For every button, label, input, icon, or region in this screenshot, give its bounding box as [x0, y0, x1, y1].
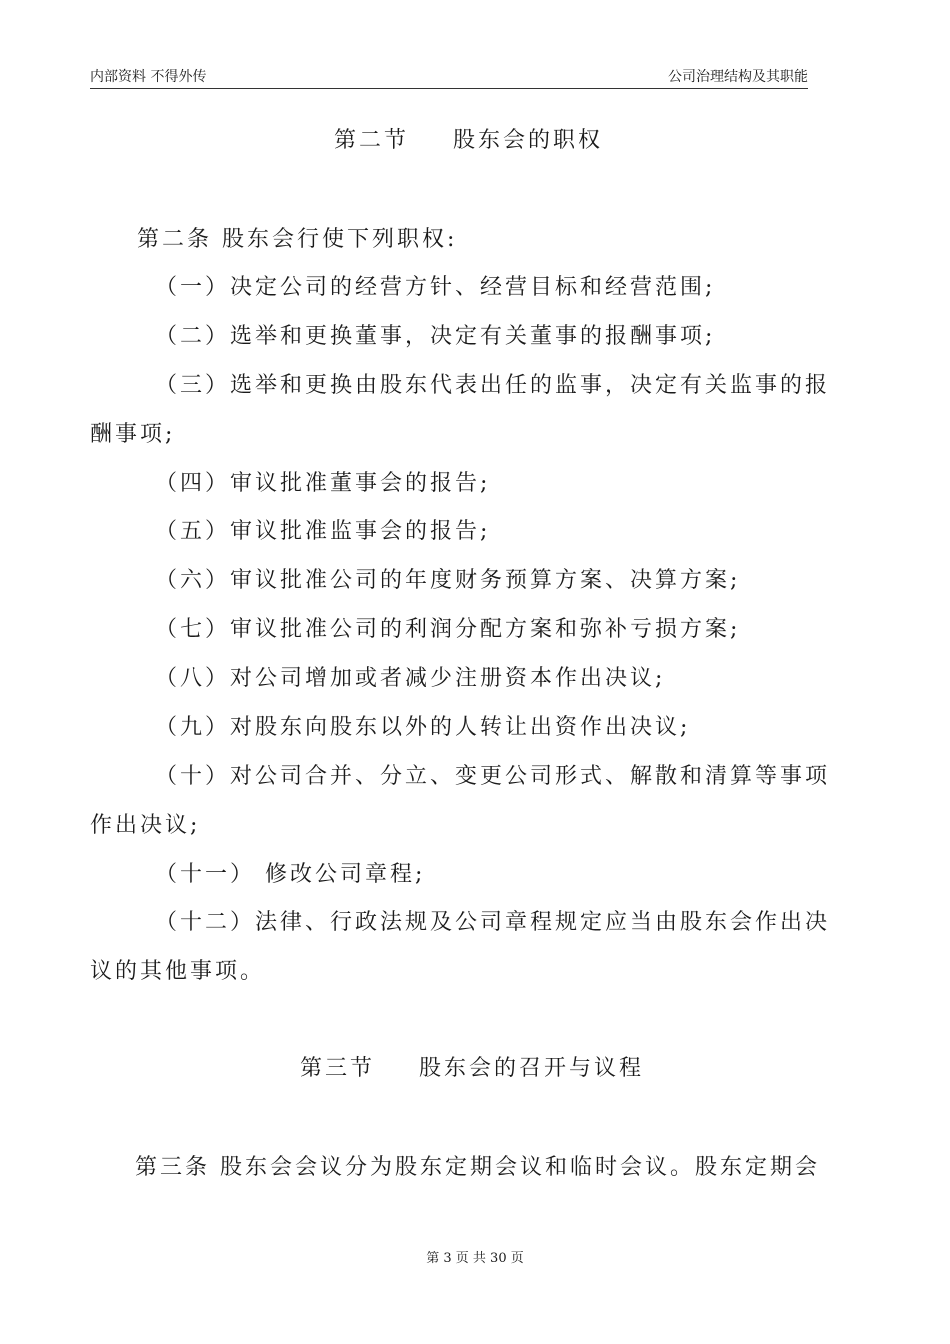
article-item: （五）审议批准监事会的报告; [155, 519, 491, 544]
section-number: 第二节 [334, 128, 410, 153]
page-header [90, 64, 808, 89]
article-item: （十二）法律、行政法规及公司章程规定应当由股东会作出决 [155, 910, 831, 935]
article-item: （三）选举和更换由股东代表出任的监事，决定有关监事的报 [155, 373, 831, 398]
article-intro: 第三条 股东会会议分为股东定期会议和临时会议。股东定期会 [135, 1155, 820, 1180]
article-item-continuation: 酬事项; [90, 422, 176, 447]
page-footer: 第 3 页 共 30 页 [426, 1251, 524, 1266]
section-title-2 [334, 126, 603, 156]
article-item: （七）审议批准公司的利润分配方案和弥补亏损方案; [155, 617, 741, 642]
header-right-text: 公司治理结构及其职能 [668, 69, 808, 85]
section-heading: 股东会的职权 [453, 128, 604, 153]
section-heading: 股东会的召开与议程 [419, 1056, 645, 1081]
article-item-continuation: 议的其他事项。 [90, 959, 266, 984]
article-item-continuation: 作出决议; [90, 813, 201, 838]
article-intro: 第二条 股东会行使下列职权: [137, 227, 458, 252]
article-item: （六）审议批准公司的年度财务预算方案、决算方案; [155, 568, 741, 593]
article-item: （二）选举和更换董事，决定有关董事的报酬事项; [155, 324, 716, 349]
section-number: 第三节 [300, 1056, 376, 1081]
article-item: （四）审议批准董事会的报告; [155, 471, 491, 496]
article-item: （八）对公司增加或者减少注册资本作出决议; [155, 666, 666, 691]
article-item: （一）决定公司的经营方针、经营目标和经营范围; [155, 275, 716, 300]
article-item: （九）对股东向股东以外的人转让出资作出决议; [155, 715, 691, 740]
article-item: （十）对公司合并、分立、变更公司形式、解散和清算等事项 [155, 764, 831, 789]
section-title-3 [300, 1054, 644, 1084]
article-item: （十一） 修改公司章程; [155, 862, 426, 887]
header-left-text: 内部资料 不得外传 [90, 69, 207, 85]
